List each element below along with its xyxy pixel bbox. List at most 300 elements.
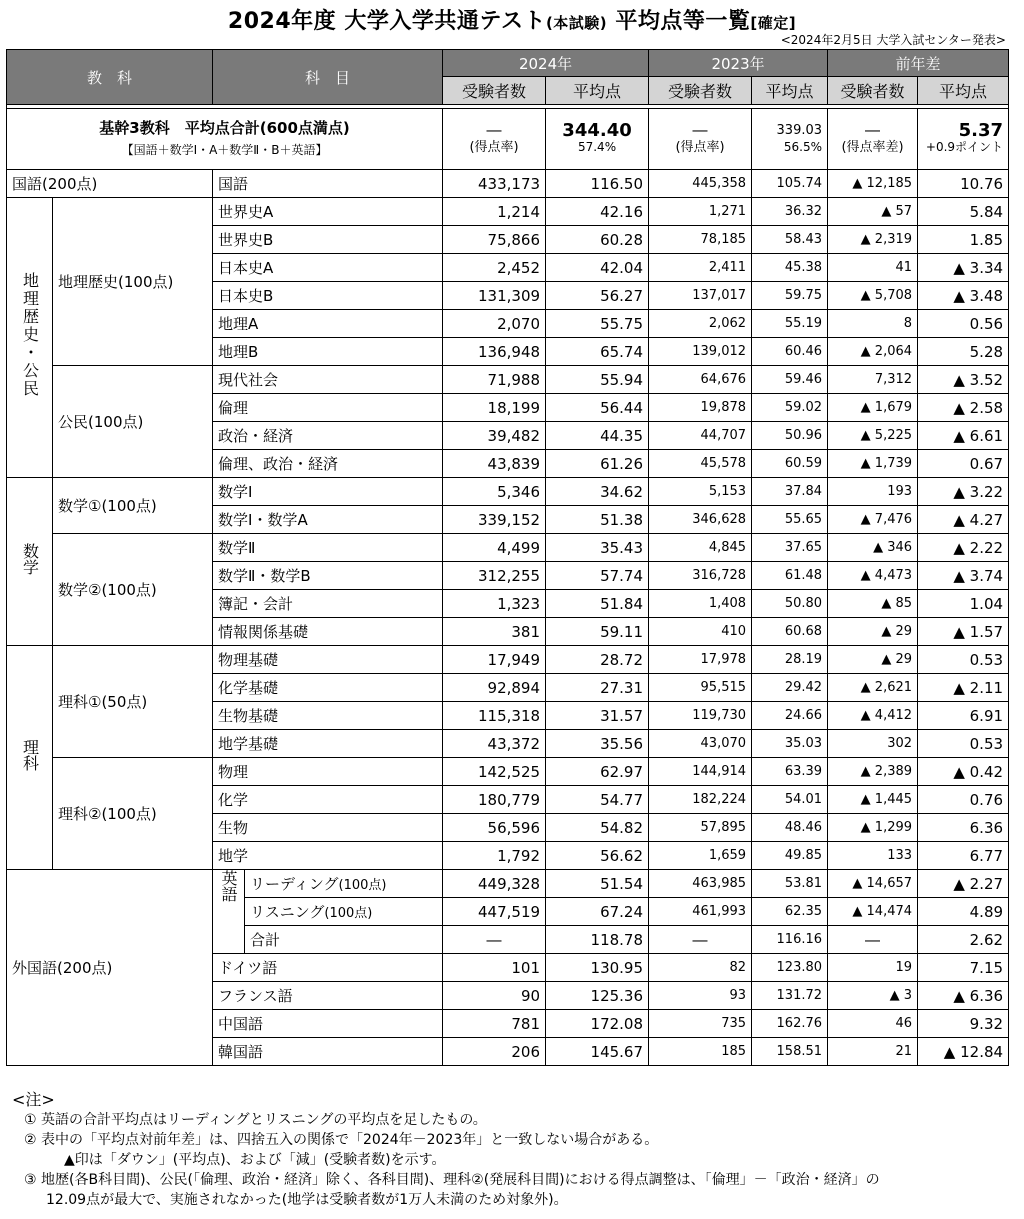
table-cell: ▲ 2.27 (918, 870, 1009, 898)
header-average-2023: 平均点 (752, 77, 828, 105)
table-cell: 735 (649, 1010, 752, 1038)
table-cell: 9.32 (918, 1010, 1009, 1038)
cell-text: 地理歴史・公民 (20, 272, 40, 398)
table-cell: 化学 (213, 786, 443, 814)
total-examinees-diff (828, 109, 918, 170)
table-cell: 2,452 (443, 254, 546, 282)
release-date: <2024年2月5日 大学入試センター発表> (780, 33, 1006, 47)
table-cell: 54.82 (546, 814, 649, 842)
table-cell: 115,318 (443, 702, 546, 730)
table-cell: 10.76 (918, 170, 1009, 198)
cell-text: +0.9ポイント (925, 140, 1004, 154)
cell-text: リーディング (250, 875, 339, 893)
table-cell: 133 (828, 842, 918, 870)
table-cell: 1,792 (443, 842, 546, 870)
table-cell: 93 (649, 982, 752, 1010)
cell-text: リスニング (250, 903, 325, 921)
table-cell: フランス語 (213, 982, 443, 1010)
table-cell: ▲ 5,225 (828, 422, 918, 450)
cell-text: ― (486, 121, 502, 139)
table-cell: 17,949 (443, 646, 546, 674)
group-rika1: 理科①(50点) (53, 646, 213, 758)
table-cell: 37.65 (752, 534, 828, 562)
group-sugaku2: 数学②(100点) (53, 534, 213, 646)
table-cell: 182,224 (649, 786, 752, 814)
table-cell: ▲ 2,621 (828, 674, 918, 702)
table-cell: 19,878 (649, 394, 752, 422)
table-cell: 5,153 (649, 478, 752, 506)
total-note: 【国語＋数学Ⅰ・A＋数学Ⅱ・B＋英語】 (121, 143, 328, 157)
table-cell: 193 (828, 478, 918, 506)
table-cell: ▲ 1,299 (828, 814, 918, 842)
table-cell: 合計 (245, 926, 443, 954)
table-cell: 29.42 (752, 674, 828, 702)
table-cell: 62.35 (752, 898, 828, 926)
cell-text: 数学 (20, 543, 40, 575)
title-bracket: [確定] (750, 14, 797, 32)
table-cell: ▲ 6.36 (918, 982, 1009, 1010)
table-cell: 139,012 (649, 338, 752, 366)
table-cell (245, 870, 443, 898)
table-cell: ▲ 6.61 (918, 422, 1009, 450)
group-rika (7, 646, 53, 870)
table-cell: 倫理、政治・経済 (213, 450, 443, 478)
table-row (7, 870, 1009, 898)
table-cell: 0.53 (918, 730, 1009, 758)
table-cell: 60.28 (546, 226, 649, 254)
table-cell: 6.91 (918, 702, 1009, 730)
table-cell: 55.75 (546, 310, 649, 338)
table-cell: 381 (443, 618, 546, 646)
table-cell: 42.16 (546, 198, 649, 226)
table-row (7, 758, 1009, 786)
table-cell: 物理基礎 (213, 646, 443, 674)
table-cell: 4,845 (649, 534, 752, 562)
table-cell: 2.62 (918, 926, 1009, 954)
table-row (7, 534, 1009, 562)
table-cell: 82 (649, 954, 752, 982)
group-sugaku1: 数学①(100点) (53, 478, 213, 534)
table-cell: 現代社会 (213, 366, 443, 394)
table-cell: ▲ 14,474 (828, 898, 918, 926)
table-cell: 65.74 (546, 338, 649, 366)
table-cell: 0.56 (918, 310, 1009, 338)
table-cell: 19 (828, 954, 918, 982)
table-cell: 35.56 (546, 730, 649, 758)
table-cell: 144,914 (649, 758, 752, 786)
group-eigo (213, 870, 245, 954)
table-cell: 136,948 (443, 338, 546, 366)
table-cell: 50.96 (752, 422, 828, 450)
table-cell: ▲ 346 (828, 534, 918, 562)
table-cell: 101 (443, 954, 546, 982)
table-cell: 5.28 (918, 338, 1009, 366)
table-row (7, 366, 1009, 394)
table-row (7, 478, 1009, 506)
table-cell: 5,346 (443, 478, 546, 506)
table-cell: ▲ 0.42 (918, 758, 1009, 786)
table-cell: 449,328 (443, 870, 546, 898)
table-cell: ▲ 12.84 (918, 1038, 1009, 1066)
header-examinees-2023: 受験者数 (649, 77, 752, 105)
table-cell: 36.32 (752, 198, 828, 226)
table-cell: 78,185 (649, 226, 752, 254)
table-cell: 韓国語 (213, 1038, 443, 1066)
group-rika2: 理科②(100点) (53, 758, 213, 870)
header-kyoka: 教 科 (7, 50, 213, 105)
table-cell: 地理B (213, 338, 443, 366)
table-cell: 数学Ⅰ・数学A (213, 506, 443, 534)
table-cell: 31.57 (546, 702, 649, 730)
table-cell: 62.97 (546, 758, 649, 786)
table-cell: ▲ 3.22 (918, 478, 1009, 506)
header-average-2024: 平均点 (546, 77, 649, 105)
cell-text: 57.4% (577, 140, 617, 154)
table-cell: 0.76 (918, 786, 1009, 814)
table-cell: 44.35 (546, 422, 649, 450)
table-cell: 1.85 (918, 226, 1009, 254)
table-cell: 世界史B (213, 226, 443, 254)
table-cell: 45,578 (649, 450, 752, 478)
cell-text: 英語 (219, 870, 239, 902)
table-cell: 50.80 (752, 590, 828, 618)
table-cell: 64,676 (649, 366, 752, 394)
table-cell: 0.53 (918, 646, 1009, 674)
table-cell: 302 (828, 730, 918, 758)
table-cell: 6.36 (918, 814, 1009, 842)
cell-text: 344.40 (562, 120, 632, 141)
table-cell: 日本史A (213, 254, 443, 282)
table-cell: 54.77 (546, 786, 649, 814)
table-cell: 7.15 (918, 954, 1009, 982)
table-cell: 339,152 (443, 506, 546, 534)
table-cell: 781 (443, 1010, 546, 1038)
table-cell: 71,988 (443, 366, 546, 394)
table-cell: 346,628 (649, 506, 752, 534)
table-cell: ▲ 2,389 (828, 758, 918, 786)
table-cell: 1.04 (918, 590, 1009, 618)
table-cell: 4,499 (443, 534, 546, 562)
table-cell: ▲ 5,708 (828, 282, 918, 310)
table-cell: 185 (649, 1038, 752, 1066)
cell-text: (得点率差) (841, 140, 904, 155)
title-main: 大学入学共通テスト (344, 9, 546, 34)
group-kokugo: 国語(200点) (7, 170, 213, 198)
table-cell: 物理 (213, 758, 443, 786)
table-cell: ▲ 57 (828, 198, 918, 226)
table-cell: 145.67 (546, 1038, 649, 1066)
table-cell: 55.19 (752, 310, 828, 338)
header-examinees-diff: 受験者数 (828, 77, 918, 105)
table-cell: 51.38 (546, 506, 649, 534)
table-cell: 37.84 (752, 478, 828, 506)
table-cell: ▲ 1,445 (828, 786, 918, 814)
table-cell: 1,408 (649, 590, 752, 618)
table-cell: ― (443, 926, 546, 954)
table-cell: ▲ 2.22 (918, 534, 1009, 562)
table-cell: ▲ 12,185 (828, 170, 918, 198)
table-cell: 118.78 (546, 926, 649, 954)
table-cell: 政治・経済 (213, 422, 443, 450)
table-cell: 410 (649, 618, 752, 646)
table-cell: ▲ 2,064 (828, 338, 918, 366)
cell-text: ― (865, 121, 881, 139)
table-cell: 56.27 (546, 282, 649, 310)
results-table (6, 49, 1009, 1066)
table-cell: ▲ 3.34 (918, 254, 1009, 282)
table-cell: 162.76 (752, 1010, 828, 1038)
table-cell: 180,779 (443, 786, 546, 814)
table-cell: ▲ 29 (828, 618, 918, 646)
table-cell: 46 (828, 1010, 918, 1038)
group-gaikokugo: 外国語(200点) (7, 870, 213, 1066)
total-row (7, 109, 1009, 170)
table-cell: 数学Ⅱ (213, 534, 443, 562)
table-cell: 59.02 (752, 394, 828, 422)
table-cell: 56.62 (546, 842, 649, 870)
header-average-diff: 平均点 (918, 77, 1009, 105)
table-cell (245, 898, 443, 926)
table-cell: 世界史A (213, 198, 443, 226)
table-cell: 57.74 (546, 562, 649, 590)
table-cell: ▲ 1.57 (918, 618, 1009, 646)
table-cell: 51.54 (546, 870, 649, 898)
table-cell: 1,323 (443, 590, 546, 618)
table-cell: 461,993 (649, 898, 752, 926)
header-kamoku: 科 目 (213, 50, 443, 105)
table-cell: 数学Ⅱ・数学B (213, 562, 443, 590)
table-cell: 75,866 (443, 226, 546, 254)
table-cell: ― (649, 926, 752, 954)
table-cell: 43,372 (443, 730, 546, 758)
table-row (7, 646, 1009, 674)
group-komin: 公民(100点) (53, 366, 213, 478)
table-cell: 34.62 (546, 478, 649, 506)
table-cell: 数学Ⅰ (213, 478, 443, 506)
table-cell: 35.03 (752, 730, 828, 758)
table-cell: 58.43 (752, 226, 828, 254)
table-cell: 地理A (213, 310, 443, 338)
table-cell: 55.65 (752, 506, 828, 534)
table-cell: 43,070 (649, 730, 752, 758)
cell-text: 339.03 (776, 123, 823, 138)
table-cell: 35.43 (546, 534, 649, 562)
cell-text: (得点率) (675, 140, 725, 155)
table-cell: 1,659 (649, 842, 752, 870)
table-cell: 42.04 (546, 254, 649, 282)
table-cell: 90 (443, 982, 546, 1010)
table-cell: 116.16 (752, 926, 828, 954)
subject-name: 国語 (213, 170, 443, 198)
title-paren: (本試験) (545, 14, 608, 32)
table-cell: 51.84 (546, 590, 649, 618)
table-cell: ▲ 29 (828, 646, 918, 674)
table-cell: 情報関係基礎 (213, 618, 443, 646)
table-cell: 39,482 (443, 422, 546, 450)
note-2b: ▲印は「ダウン」(平均点)、および「減」(受験者数)を示す。 (64, 1152, 446, 1168)
table-cell: 54.01 (752, 786, 828, 814)
table-cell: 28.72 (546, 646, 649, 674)
table-cell: ▲ 3.52 (918, 366, 1009, 394)
table-cell: 44,707 (649, 422, 752, 450)
note-3: ③ 地歴(各B科目間)、公民(「倫理、政治・経済」除く、各科目間)、理科②(発展科目間)における得点調整は、「倫理」－「政治・経済」の (24, 1172, 880, 1188)
header-examinees-2024: 受験者数 (443, 77, 546, 105)
table-cell: 28.19 (752, 646, 828, 674)
table-cell: 61.26 (546, 450, 649, 478)
table-cell: 433,173 (443, 170, 546, 198)
table-cell: 137,017 (649, 282, 752, 310)
table-cell: 2,070 (443, 310, 546, 338)
table-cell: 地学基礎 (213, 730, 443, 758)
table-cell: 60.68 (752, 618, 828, 646)
table-cell: 24.66 (752, 702, 828, 730)
table-cell: 131.72 (752, 982, 828, 1010)
table-cell: 6.77 (918, 842, 1009, 870)
table-cell: 142,525 (443, 758, 546, 786)
table-cell: 18,199 (443, 394, 546, 422)
total-average-diff (918, 109, 1009, 170)
table-cell: 簿記・会計 (213, 590, 443, 618)
table-cell: 63.39 (752, 758, 828, 786)
table-cell: 45.38 (752, 254, 828, 282)
table-cell: 60.46 (752, 338, 828, 366)
table-cell: 2,062 (649, 310, 752, 338)
table-cell: 5.84 (918, 198, 1009, 226)
table-cell: 17,978 (649, 646, 752, 674)
header-row-1 (7, 50, 1009, 77)
table-cell: ▲ 2,319 (828, 226, 918, 254)
table-cell: 55.94 (546, 366, 649, 394)
table-cell: 日本史B (213, 282, 443, 310)
cell-text: 56.5% (783, 140, 823, 154)
table-cell: ▲ 3.48 (918, 282, 1009, 310)
table-cell: 130.95 (546, 954, 649, 982)
table-cell: 27.31 (546, 674, 649, 702)
table-cell: 131,309 (443, 282, 546, 310)
group-chireki: 地理歴史(100点) (53, 198, 213, 366)
header-diff: 前年差 (828, 50, 1009, 77)
table-cell: ▲ 3 (828, 982, 918, 1010)
note-3b: 12.09点が最大で、実施されなかった(地学は受験者数が1万人未満のため対象外)。 (46, 1192, 568, 1208)
table-cell: 59.11 (546, 618, 649, 646)
table-cell: 61.48 (752, 562, 828, 590)
table-cell: 2,411 (649, 254, 752, 282)
table-cell: ▲ 7,476 (828, 506, 918, 534)
table-cell: 生物基礎 (213, 702, 443, 730)
title-year: 2024年度 (227, 9, 337, 34)
table-cell: 463,985 (649, 870, 752, 898)
table-row (7, 198, 1009, 226)
table-cell: 105.74 (752, 170, 828, 198)
table-cell: ▲ 1,679 (828, 394, 918, 422)
table-cell: 59.46 (752, 366, 828, 394)
table-cell: 316,728 (649, 562, 752, 590)
table-cell: 49.85 (752, 842, 828, 870)
table-cell: 倫理 (213, 394, 443, 422)
table-cell: 119,730 (649, 702, 752, 730)
table-cell: ▲ 4,412 (828, 702, 918, 730)
table-cell: 中国語 (213, 1010, 443, 1038)
cell-text: 理科 (20, 739, 40, 771)
table-cell: ▲ 2.58 (918, 394, 1009, 422)
table-cell: ▲ 1,739 (828, 450, 918, 478)
table-cell: 1,214 (443, 198, 546, 226)
header-2023: 2023年 (649, 50, 828, 77)
table-cell: 95,515 (649, 674, 752, 702)
table-cell: 123.80 (752, 954, 828, 982)
table-cell: ― (828, 926, 918, 954)
notes (12, 1090, 1012, 1210)
cell-text: 5.37 (958, 120, 1004, 141)
table-cell: 43,839 (443, 450, 546, 478)
table-cell: 172.08 (546, 1010, 649, 1038)
total-average-2024 (546, 109, 649, 170)
group-chireki-komin (7, 198, 53, 478)
notes-heading: <注> (12, 1090, 55, 1109)
table-cell: 7,312 (828, 366, 918, 394)
table-cell: 206 (443, 1038, 546, 1066)
table-cell: ▲ 2.11 (918, 674, 1009, 702)
group-sugaku (7, 478, 53, 646)
cell-text: (100点) (338, 878, 387, 893)
table-cell: ▲ 85 (828, 590, 918, 618)
table-cell: 4.89 (918, 898, 1009, 926)
total-label: 基幹3教科 平均点合計(600点満点) (99, 119, 350, 137)
table-cell: 60.59 (752, 450, 828, 478)
table-cell: 447,519 (443, 898, 546, 926)
total-examinees-2023 (649, 109, 752, 170)
table-cell: 化学基礎 (213, 674, 443, 702)
table-cell: 生物 (213, 814, 443, 842)
table-cell: ドイツ語 (213, 954, 443, 982)
note-1: ① 英語の合計平均点はリーディングとリスニングの平均点を足したもの。 (24, 1112, 487, 1128)
title-rest: 平均点等一覧 (615, 9, 751, 34)
total-average-2023 (752, 109, 828, 170)
table-cell: 0.67 (918, 450, 1009, 478)
table-cell: 57,895 (649, 814, 752, 842)
table-cell: 59.75 (752, 282, 828, 310)
note-2: ② 表中の「平均点対前年差」は、四捨五入の関係で「2024年－2023年」と一致しない場合がある。 (24, 1132, 659, 1148)
table-cell: 41 (828, 254, 918, 282)
table-cell: 53.81 (752, 870, 828, 898)
table-cell: 445,358 (649, 170, 752, 198)
cell-text: (得点率) (469, 140, 519, 155)
table-cell: 48.46 (752, 814, 828, 842)
table-cell: ▲ 14,657 (828, 870, 918, 898)
total-label-cell (7, 109, 443, 170)
table-row (7, 170, 1009, 198)
table-cell: 21 (828, 1038, 918, 1066)
table-cell: ▲ 3.74 (918, 562, 1009, 590)
table-cell: ▲ 4,473 (828, 562, 918, 590)
table-cell: 1,271 (649, 198, 752, 226)
table-cell: 56.44 (546, 394, 649, 422)
table-cell: 158.51 (752, 1038, 828, 1066)
table-cell: 地学 (213, 842, 443, 870)
cell-text: ― (692, 121, 708, 139)
table-cell: 67.24 (546, 898, 649, 926)
total-examinees-2024 (443, 109, 546, 170)
table-cell: 116.50 (546, 170, 649, 198)
cell-text: (100点) (324, 906, 373, 921)
table-cell: 125.36 (546, 982, 649, 1010)
table-cell: 312,255 (443, 562, 546, 590)
table-cell: 8 (828, 310, 918, 338)
table-cell: 56,596 (443, 814, 546, 842)
table-cell: ▲ 4.27 (918, 506, 1009, 534)
header-2024: 2024年 (443, 50, 649, 77)
table-cell: 92,894 (443, 674, 546, 702)
